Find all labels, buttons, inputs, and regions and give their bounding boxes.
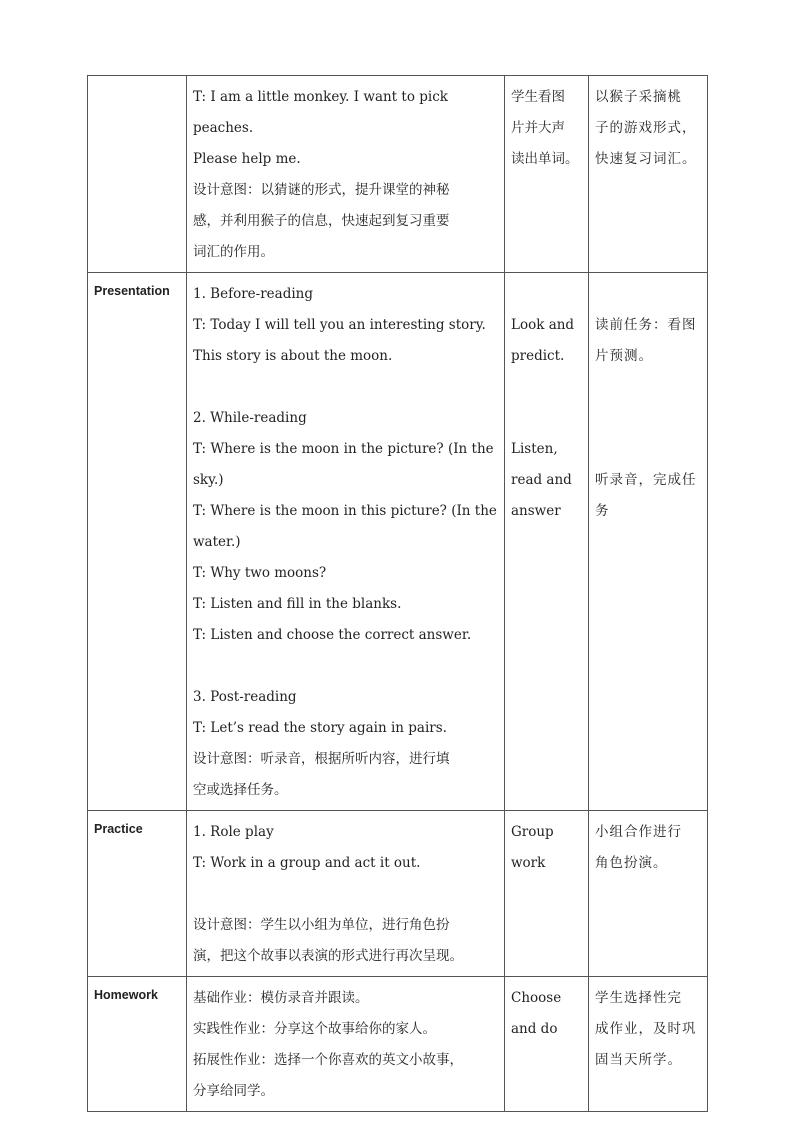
- design-purpose-line: 听录音，完成任: [595, 472, 697, 488]
- design-purpose-cell: [589, 977, 708, 1112]
- teaching-content-cell: [187, 273, 505, 811]
- content-line: 拓展性作业：选择一个你喜欢的英文小故事，: [193, 1052, 463, 1068]
- content-line: sky.): [193, 472, 224, 488]
- design-purpose-cell: [589, 76, 708, 273]
- design-purpose-line: 快速复习词汇。: [595, 151, 697, 167]
- student-activity-line: and do: [511, 1021, 558, 1037]
- blank-line: [511, 403, 582, 434]
- student-activity-line: work: [511, 855, 546, 871]
- content-line: 感，并利用猴子的信息，快速起到复习重要: [193, 213, 450, 229]
- blank-line: [193, 879, 498, 910]
- design-purpose-line: 子的游戏形式，: [595, 120, 697, 136]
- design-purpose-cell: [589, 273, 708, 811]
- lesson-plan-table: [87, 75, 708, 1112]
- design-purpose-line: 学生选择性完: [595, 990, 682, 1006]
- content-line: T: I am a little monkey. I want to pick peaches.: [193, 89, 448, 136]
- design-purpose-line: 成作业，及时巩: [595, 1021, 697, 1037]
- design-purpose-line: 以猴子采摘桃: [595, 89, 682, 105]
- content-line: T: Where is the moon in the picture? (In the: [193, 441, 494, 457]
- teaching-content-cell: [187, 977, 505, 1112]
- table-row-warm-up: [88, 76, 708, 273]
- blank-line: [595, 372, 701, 403]
- student-activity-line: Choose: [511, 990, 562, 1006]
- content-line: 实践性作业：分享这个故事给你的家人。: [193, 1021, 436, 1037]
- content-line: 2. While-reading: [193, 410, 307, 426]
- content-line: T: Listen and choose the correct answer.: [193, 627, 472, 643]
- student-activity-cell: [505, 76, 589, 273]
- content-line: 词汇的作用。: [193, 244, 274, 260]
- content-line: 1. Before-reading: [193, 286, 313, 302]
- student-activity-line: 片并大声: [511, 120, 565, 136]
- blank-line: [193, 651, 498, 682]
- content-line: T: Let’s read the story again in pairs.: [193, 720, 447, 736]
- student-activity-line: 学生看图: [511, 89, 565, 105]
- design-purpose-line: 角色扮演。: [595, 855, 668, 871]
- table-row-presentation: [88, 273, 708, 811]
- blank-line: [511, 279, 582, 310]
- content-line: 基础作业：模仿录音并跟读。: [193, 990, 369, 1006]
- content-line: 3. Post-reading: [193, 689, 297, 705]
- design-purpose-line: 片预测。: [595, 348, 653, 364]
- student-activity-line: predict.: [511, 348, 565, 364]
- content-line: water.): [193, 534, 241, 550]
- stage-cell: [88, 76, 187, 273]
- content-line: 设计意图：学生以小组为单位，进行角色扮: [193, 917, 450, 933]
- content-line: T: Listen and fill in the blanks.: [193, 596, 402, 612]
- blank-line: [595, 279, 701, 310]
- table-row-homework: [88, 977, 708, 1112]
- stage-label: Practice: [94, 822, 143, 836]
- design-purpose-cell: [589, 811, 708, 977]
- student-activity-line: 读出单词。: [511, 151, 579, 167]
- design-purpose-line: 小组合作进行: [595, 824, 682, 840]
- blank-line: [595, 403, 701, 434]
- design-purpose-line: 读前任务：看图: [595, 317, 697, 333]
- student-activity-line: Group: [511, 824, 554, 840]
- content-line: 设计意图：听录音，根据所听内容，进行填: [193, 751, 450, 767]
- content-line: 1. Role play: [193, 824, 274, 840]
- teaching-content-cell: [187, 811, 505, 977]
- content-line: This story is about the moon.: [193, 348, 393, 364]
- student-activity-cell: [505, 977, 589, 1112]
- design-purpose-line: 固当天所学。: [595, 1052, 682, 1068]
- content-line: T: Where is the moon in this picture? (In the: [193, 503, 497, 519]
- student-activity-cell: [505, 811, 589, 977]
- teaching-content-cell: [187, 76, 505, 273]
- blank-line: [193, 372, 498, 403]
- student-activity-cell: [505, 273, 589, 811]
- table-row-practice: [88, 811, 708, 977]
- student-activity-line: Listen,: [511, 441, 558, 457]
- content-line: 分享给同学。: [193, 1083, 274, 1099]
- content-line: T: Work in a group and act it out.: [193, 855, 421, 871]
- design-purpose-line: 务: [595, 503, 610, 519]
- stage-label: Presentation: [94, 284, 170, 298]
- content-line: 设计意图：以猜谜的形式，提升课堂的神秘: [193, 182, 450, 198]
- content-line: T: Today I will tell you an interesting story.: [193, 317, 486, 333]
- stage-label: Homework: [94, 988, 158, 1002]
- lesson-plan-table-body: [88, 76, 708, 1112]
- stage-cell: [88, 977, 187, 1112]
- content-line: Please help me.: [193, 151, 301, 167]
- student-activity-line: answer: [511, 503, 561, 519]
- stage-cell: [88, 273, 187, 811]
- content-line: 演，把这个故事以表演的形式进行再次呈现。: [193, 948, 463, 964]
- content-line: T: Why two moons?: [193, 565, 327, 581]
- content-line: 空或选择任务。: [193, 782, 288, 798]
- blank-line: [511, 372, 582, 403]
- student-activity-line: read and: [511, 472, 572, 488]
- stage-cell: [88, 811, 187, 977]
- blank-line: [595, 434, 701, 465]
- student-activity-line: Look and: [511, 317, 575, 333]
